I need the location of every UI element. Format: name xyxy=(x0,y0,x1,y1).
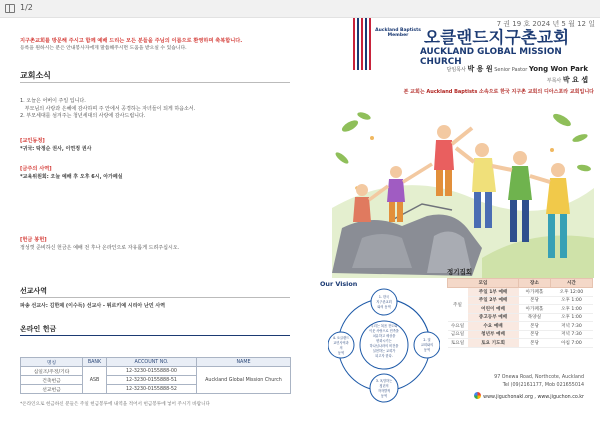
col-header: ACCOUNT NO. xyxy=(107,358,197,367)
church-name-korean: 오클랜드지구촌교회 xyxy=(424,28,570,47)
service-place: 아가페홀 xyxy=(519,288,551,297)
chrome-icon xyxy=(474,392,481,399)
service-time: 오후 1:00 xyxy=(550,313,592,322)
bulletin-page-left xyxy=(0,18,300,426)
offering-label: 건축헌금 xyxy=(21,376,83,385)
vision-node-top: 지구촌교회 xyxy=(376,300,392,304)
schedule-table xyxy=(447,278,593,348)
mission-text: 파송 선교사: 김한제 (이수득) 선교사 - 튀르키예 시리아 난민 사역 xyxy=(20,303,166,309)
account-no: 12-3230-0155888-52 xyxy=(107,385,197,394)
table-row xyxy=(448,305,593,314)
service-name: 주일 1부 예배 xyxy=(468,288,519,297)
day-label: 토요일 xyxy=(448,339,468,348)
vision-node-right: 2. 열 xyxy=(423,338,431,342)
vision-center-line: 실현하는 교회가 xyxy=(372,349,396,353)
vision-center-line: 우리는 복음 전도와 xyxy=(370,324,398,328)
account-holder: Auckland Global Mission Church xyxy=(197,367,291,394)
table-row xyxy=(448,322,593,331)
offering-text: 정성껏 준비하신 헌금은 예배 전 후나 온라인으로 자유롭게 드려주십시오. xyxy=(20,244,180,251)
vision-diagram xyxy=(328,283,440,405)
vision-node-left: 4. 오클랜드 xyxy=(332,336,350,340)
welcome-line-2: 등록을 원하시는 분은 안내봉사자에게 말씀해주시면 도움을 받으실 수 있습니다. xyxy=(20,46,187,51)
news-item: 2. 부모세대를 섬겨주는 청년세대의 사랑에 감사드립니다. xyxy=(20,113,146,119)
offering-header: [헌금 봉헌] xyxy=(20,237,47,243)
table-row xyxy=(448,330,593,339)
affiliation-note: 본 교회는 Auckland Baptists 소속으로 한국 지구촌 교회의 디아스포라 교회입니다 xyxy=(403,89,594,95)
online-offering-title: 온라인 헌금 xyxy=(20,325,57,333)
vision-node-right: 교회와의 xyxy=(420,343,434,347)
welcome-line-1: 지구촌교회를 방문해 주시고 함께 예배 드리는 모든 분들을 주님의 이름으로 환영하며 축복합니다. xyxy=(20,38,243,44)
offering-label: 선교헌금 xyxy=(21,385,83,394)
table-row xyxy=(448,339,593,348)
phone-line: Tel (09)2161177, Mob 021655014 xyxy=(502,383,584,388)
table-row xyxy=(448,296,593,305)
col-header: BANK xyxy=(83,358,107,367)
weekly-ministry-text: *교육위원회: 오늘 예배 후 오후 6시, 아가페실 xyxy=(20,173,123,180)
vision-node-bottom: 청년의 xyxy=(379,384,389,388)
vision-center-line: 이웃 사랑으로 민족을 xyxy=(369,329,399,333)
col-header: 명칭 xyxy=(21,358,83,367)
member-news xyxy=(20,138,290,153)
table-row xyxy=(448,288,593,297)
vision-center-line: 되고자 한다. xyxy=(375,354,393,358)
vision-center-line: 변화시키는 xyxy=(376,339,392,343)
service-name: 주일 2부 예배 xyxy=(468,296,519,305)
service-time: 오후 1:00 xyxy=(550,305,592,314)
website-links[interactable] xyxy=(455,392,584,400)
service-name: 토요 기도회 xyxy=(468,339,519,348)
bulletin-page-right xyxy=(300,18,600,426)
weekly-ministry-header: [금주의 사역] xyxy=(20,166,52,172)
church-name-english: AUCKLAND GLOBAL MISSION CHURCH xyxy=(420,47,562,67)
news-title: 교회소식 xyxy=(20,71,51,80)
welcome-message xyxy=(20,37,290,53)
vision-center-line: 하나님나라의 비전을 xyxy=(369,344,399,348)
service-time: 저녁 7:30 xyxy=(550,330,592,339)
page-counter: 1/2 xyxy=(20,3,33,12)
member-news-header: [교인동정] xyxy=(20,138,45,144)
service-time: 오후 12:00 xyxy=(550,288,592,297)
service-name: 청년부 예배 xyxy=(468,330,519,339)
bank-name: ASB xyxy=(83,367,107,394)
service-name: 수요 예배 xyxy=(468,322,519,331)
schedule-title: 정기집회 xyxy=(447,268,473,276)
vision-node-right: 동역 xyxy=(423,348,431,352)
offering-label: 십일조/주정/기타 xyxy=(21,367,83,376)
day-label: 수요일 xyxy=(448,322,468,331)
service-time: 아침 7:00 xyxy=(550,339,592,348)
account-no: 12-3230-0155888-51 xyxy=(107,376,197,385)
senior-pastor: 담임목사 박 용 원 Senior Pastor Yong Won Park xyxy=(446,65,588,73)
vision-node-left: 의 xyxy=(339,346,343,350)
offering-info xyxy=(20,237,290,252)
service-place: 본당 xyxy=(519,339,551,348)
address-line: 97 Onewa Road, Northcote, Auckland xyxy=(494,375,584,380)
news-list xyxy=(20,98,290,121)
website-text[interactable]: www.jiguchonakl.org , www.jiguchon.co.kr xyxy=(483,395,584,400)
viewer-toolbar xyxy=(0,0,600,18)
online-offering-table xyxy=(20,357,291,394)
vision-node-bottom: 동역 xyxy=(380,394,388,398)
sidebar-toggle-icon[interactable] xyxy=(5,4,15,13)
service-time: 오후 1:00 xyxy=(550,296,592,305)
service-place: 본당 xyxy=(519,322,551,331)
divider xyxy=(20,335,290,336)
service-place: 본당 xyxy=(519,296,551,305)
vision-node-left: 동역 xyxy=(337,351,345,355)
table-header-row xyxy=(448,279,593,288)
service-name: 중고등부 예배 xyxy=(468,313,519,322)
col-header: 시간 xyxy=(550,279,592,288)
service-name: 어린이 예배 xyxy=(468,305,519,314)
climbing-people-illustration xyxy=(332,98,594,278)
divider xyxy=(20,297,290,298)
news-item: 부모님의 사랑과 은혜에 감사하며 주 안에서 공경하는 자녀들이 되게 하옵소서. xyxy=(20,105,196,112)
table-row xyxy=(21,367,291,376)
service-place: 본당 xyxy=(519,330,551,339)
church-address xyxy=(450,374,584,390)
col-header: 모임 xyxy=(448,279,519,288)
vision-center-line: 치유하고 세상을 xyxy=(372,334,396,338)
online-offering-note: *온라인으로 헌금하신 분들은 주일 헌금봉투에 내역을 적어서 헌금봉투에 넣어 주시기 바랍니다 xyxy=(20,402,210,407)
day-label: 금요일 xyxy=(448,330,468,339)
associate-pastor: 부목사 박 요 셉 xyxy=(546,76,588,84)
col-header: NAME xyxy=(197,358,291,367)
mission-title: 선교사역 xyxy=(20,287,48,295)
church-logo-icon xyxy=(352,18,372,70)
issue-date: 7 권 19 호 2024 년 5 월 12 일 xyxy=(496,20,595,28)
vision-node-bottom: 3. 욕망하는 xyxy=(375,379,393,383)
table-row xyxy=(448,313,593,322)
day-group: 주일 xyxy=(448,288,468,322)
weekly-ministry xyxy=(20,166,290,181)
col-header: 장소 xyxy=(519,279,551,288)
vision-node-top: 와의 동역 xyxy=(377,305,391,309)
service-place: 목양실 xyxy=(519,313,551,322)
divider xyxy=(20,82,290,83)
vision-node-left: 교민사역과 xyxy=(333,341,349,345)
news-item: 1. 오늘은 어버이 주일 입니다. xyxy=(20,98,86,104)
account-no: 12-3230-0155888-00 xyxy=(107,367,197,376)
baptist-member-label: Auckland Baptists Member xyxy=(375,28,421,39)
vision-node-bottom: 자자발적 xyxy=(377,389,391,393)
service-time: 저녁 7:30 xyxy=(550,322,592,331)
service-place: 아가페홀 xyxy=(519,305,551,314)
vision-node-top: 1. 한국 xyxy=(378,295,390,299)
member-news-text: *귀국: 탁정순 권사, 이연정 권사 xyxy=(20,145,92,152)
table-header-row xyxy=(21,358,291,367)
vision-title: Our Vision xyxy=(320,280,358,288)
